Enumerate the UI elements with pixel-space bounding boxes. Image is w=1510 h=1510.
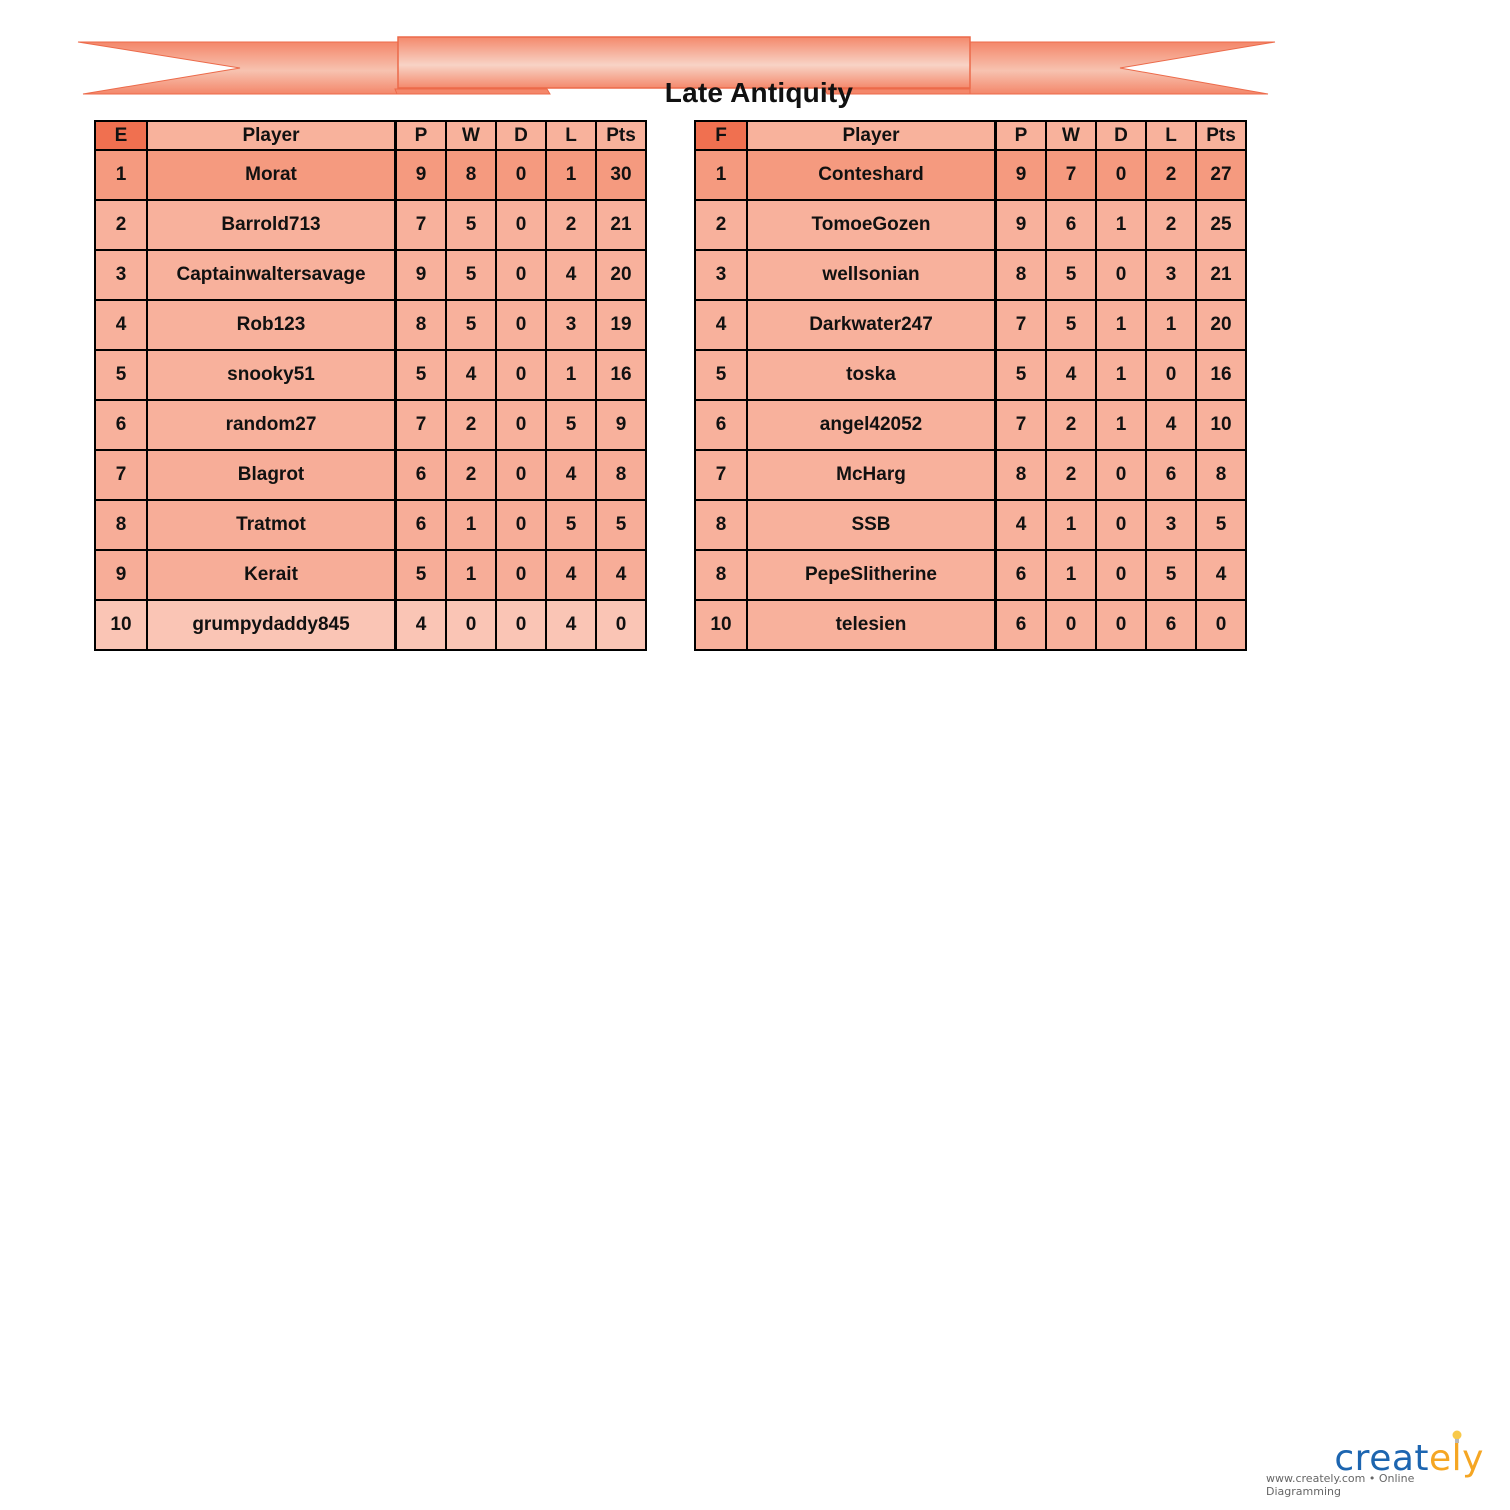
rank-cell: 3 [95,250,147,300]
logo-word-main: creat [1334,1438,1430,1479]
player-cell: McHarg [747,450,996,500]
title-banner [75,32,1280,108]
player-cell: Tratmot [147,500,396,550]
points-cell: 5 [596,500,646,550]
table-row [95,200,646,250]
league-table-e [94,120,647,651]
drawn-cell: 0 [1096,600,1146,650]
won-cell: 1 [446,500,496,550]
table-row [695,500,1246,550]
points-cell: 20 [596,250,646,300]
column-header-won: W [446,121,496,150]
table-row [695,350,1246,400]
points-cell: 19 [596,300,646,350]
rank-cell: 1 [695,150,747,200]
drawn-cell: 0 [496,150,546,200]
played-cell: 8 [996,250,1047,300]
points-cell: 10 [1196,400,1246,450]
points-cell: 16 [1196,350,1246,400]
played-cell: 9 [996,200,1047,250]
points-cell: 9 [596,400,646,450]
lost-cell: 4 [546,250,596,300]
logo-word-accent: ely [1429,1438,1484,1479]
player-cell: Kerait [147,550,396,600]
league-table-f [694,120,1247,651]
lost-cell: 4 [1146,400,1196,450]
won-cell: 5 [446,300,496,350]
drawn-cell: 0 [1096,550,1146,600]
table-row [695,400,1246,450]
table-row [95,150,646,200]
played-cell: 6 [396,500,447,550]
table-row [695,200,1246,250]
won-cell: 1 [446,550,496,600]
played-cell: 4 [396,600,447,650]
rank-cell: 4 [695,300,747,350]
player-cell: PepeSlitherine [747,550,996,600]
points-cell: 25 [1196,200,1246,250]
lost-cell: 5 [546,400,596,450]
player-cell: TomoeGozen [747,200,996,250]
rank-cell: 9 [95,550,147,600]
played-cell: 6 [996,600,1047,650]
played-cell: 4 [996,500,1047,550]
player-cell: grumpydaddy845 [147,600,396,650]
won-cell: 5 [446,250,496,300]
played-cell: 9 [996,150,1047,200]
table-row [95,600,646,650]
played-cell: 9 [396,150,447,200]
points-cell: 27 [1196,150,1246,200]
rank-cell: 1 [95,150,147,200]
rank-cell: 8 [695,550,747,600]
drawn-cell: 0 [1096,150,1146,200]
won-cell: 5 [446,200,496,250]
played-cell: 7 [396,400,447,450]
lost-cell: 2 [1146,150,1196,200]
won-cell: 2 [446,400,496,450]
points-cell: 20 [1196,300,1246,350]
played-cell: 8 [996,450,1047,500]
played-cell: 7 [396,200,447,250]
played-cell: 6 [996,550,1047,600]
lost-cell: 1 [546,350,596,400]
rank-cell: 8 [695,500,747,550]
lost-cell: 4 [546,600,596,650]
won-cell: 5 [1046,250,1096,300]
rank-cell: 10 [95,600,147,650]
won-cell: 2 [1046,450,1096,500]
played-cell: 6 [396,450,447,500]
points-cell: 0 [596,600,646,650]
lost-cell: 2 [1146,200,1196,250]
rank-cell: 3 [695,250,747,300]
points-cell: 21 [596,200,646,250]
column-header-player: Player [747,121,996,150]
drawn-cell: 0 [496,550,546,600]
drawn-cell: 0 [1096,450,1146,500]
drawn-cell: 0 [496,300,546,350]
won-cell: 4 [1046,350,1096,400]
group-label: E [95,121,147,150]
won-cell: 5 [1046,300,1096,350]
lost-cell: 6 [1146,450,1196,500]
table-row [695,550,1246,600]
played-cell: 9 [396,250,447,300]
points-cell: 4 [596,550,646,600]
drawn-cell: 1 [1096,350,1146,400]
player-cell: angel42052 [747,400,996,450]
won-cell: 7 [1046,150,1096,200]
table-row [695,300,1246,350]
lost-cell: 3 [1146,250,1196,300]
player-cell: Conteshard [747,150,996,200]
won-cell: 1 [1046,550,1096,600]
table-row [95,400,646,450]
column-header-drawn: D [496,121,546,150]
player-cell: SSB [747,500,996,550]
rank-cell: 5 [695,350,747,400]
column-header-won: W [1046,121,1096,150]
drawn-cell: 0 [496,600,546,650]
drawn-cell: 0 [496,250,546,300]
won-cell: 2 [1046,400,1096,450]
player-cell: snooky51 [147,350,396,400]
table-row [695,450,1246,500]
rank-cell: 5 [95,350,147,400]
column-header-points: Pts [596,121,646,150]
rank-cell: 8 [95,500,147,550]
lost-cell: 5 [1146,550,1196,600]
drawn-cell: 1 [1096,400,1146,450]
points-cell: 0 [1196,600,1246,650]
lost-cell: 3 [1146,500,1196,550]
table-row [695,250,1246,300]
won-cell: 6 [1046,200,1096,250]
played-cell: 5 [396,550,447,600]
drawn-cell: 0 [496,500,546,550]
rank-cell: 2 [695,200,747,250]
played-cell: 5 [996,350,1047,400]
rank-cell: 7 [95,450,147,500]
player-cell: Darkwater247 [747,300,996,350]
table-row [95,550,646,600]
table-row [95,350,646,400]
won-cell: 0 [1046,600,1096,650]
player-cell: random27 [147,400,396,450]
player-cell: Captainwaltersavage [147,250,396,300]
drawn-cell: 1 [1096,300,1146,350]
won-cell: 0 [446,600,496,650]
table-row [695,150,1246,200]
points-cell: 4 [1196,550,1246,600]
player-cell: Rob123 [147,300,396,350]
played-cell: 5 [396,350,447,400]
drawn-cell: 0 [496,200,546,250]
player-cell: Barrold713 [147,200,396,250]
lost-cell: 1 [1146,300,1196,350]
rank-cell: 2 [95,200,147,250]
played-cell: 8 [396,300,447,350]
column-header-played: P [996,121,1047,150]
table-row [95,500,646,550]
drawn-cell: 1 [1096,200,1146,250]
player-cell: toska [747,350,996,400]
rank-cell: 6 [695,400,747,450]
drawn-cell: 0 [496,450,546,500]
table-row [95,250,646,300]
lost-cell: 1 [546,150,596,200]
rank-cell: 4 [95,300,147,350]
column-header-lost: L [546,121,596,150]
player-cell: wellsonian [747,250,996,300]
drawn-cell: 0 [496,350,546,400]
points-cell: 8 [1196,450,1246,500]
column-header-points: Pts [1196,121,1246,150]
lost-cell: 4 [546,450,596,500]
column-header-drawn: D [1096,121,1146,150]
rank-cell: 6 [95,400,147,450]
group-label: F [695,121,747,150]
rank-cell: 7 [695,450,747,500]
lost-cell: 3 [546,300,596,350]
points-cell: 5 [1196,500,1246,550]
logo-tagline: www.creately.com • Online Diagramming [1266,1472,1415,1498]
banner-title: Late Antiquity [664,77,854,108]
points-cell: 21 [1196,250,1246,300]
rank-cell: 10 [695,600,747,650]
points-cell: 8 [596,450,646,500]
table-row [695,600,1246,650]
lost-cell: 2 [546,200,596,250]
lost-cell: 6 [1146,600,1196,650]
player-cell: Blagrot [147,450,396,500]
column-header-played: P [396,121,447,150]
creately-logo[interactable] [1266,1430,1496,1500]
lost-cell: 5 [546,500,596,550]
player-cell: Morat [147,150,396,200]
played-cell: 7 [996,400,1047,450]
table-header-row [695,121,1246,150]
lost-cell: 0 [1146,350,1196,400]
table-header-row [95,121,646,150]
won-cell: 1 [1046,500,1096,550]
column-header-lost: L [1146,121,1196,150]
drawn-cell: 0 [496,400,546,450]
table-row [95,450,646,500]
won-cell: 2 [446,450,496,500]
table-row [95,300,646,350]
drawn-cell: 0 [1096,250,1146,300]
drawn-cell: 0 [1096,500,1146,550]
lost-cell: 4 [546,550,596,600]
won-cell: 8 [446,150,496,200]
points-cell: 16 [596,350,646,400]
won-cell: 4 [446,350,496,400]
player-cell: telesien [747,600,996,650]
points-cell: 30 [596,150,646,200]
played-cell: 7 [996,300,1047,350]
column-header-player: Player [147,121,396,150]
